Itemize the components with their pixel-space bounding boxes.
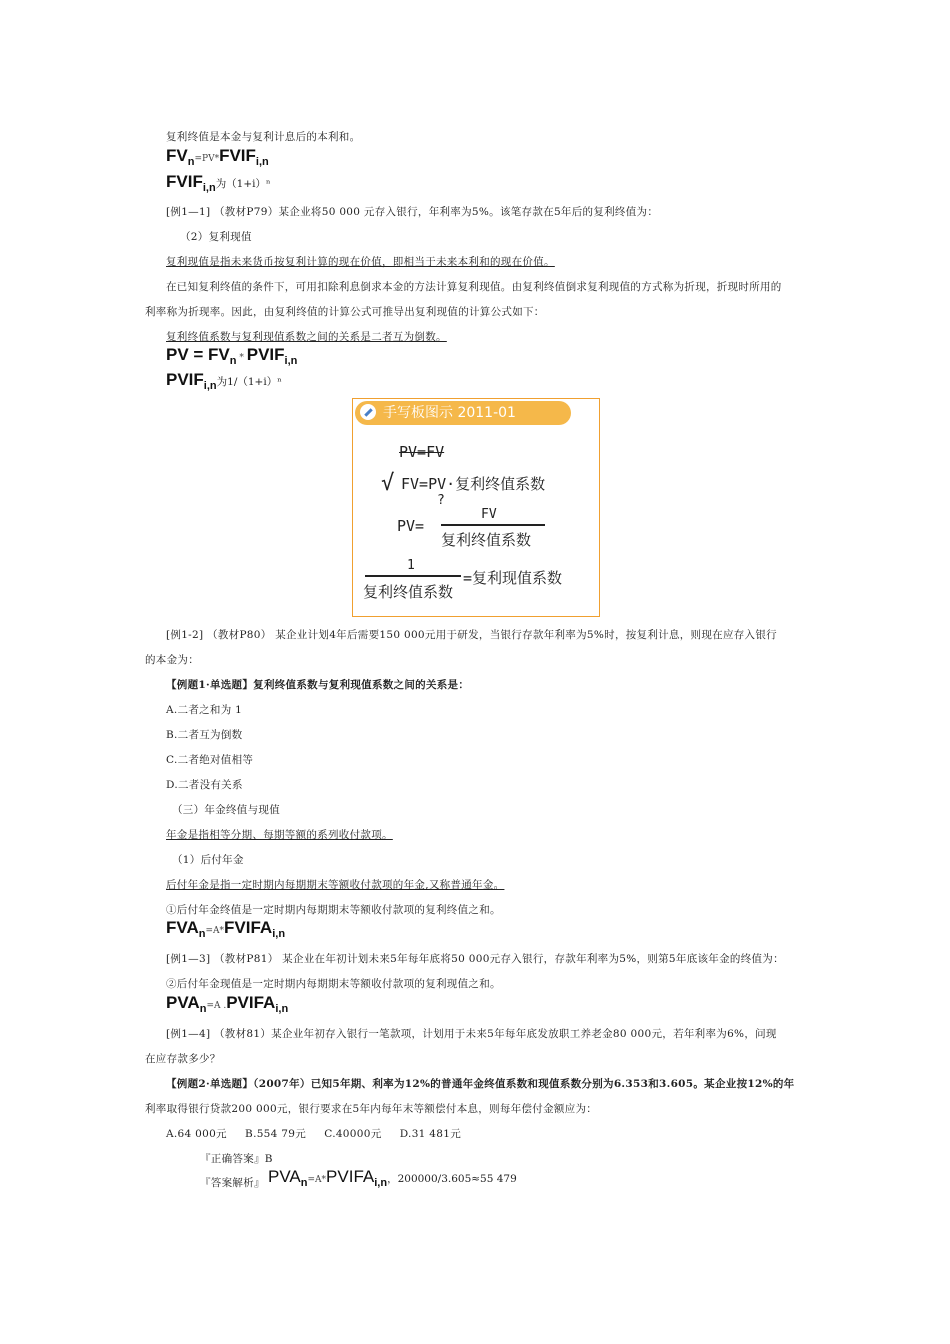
text-line: ①后付年金终值是一定时期内每期期末等额收付款项的复利终值之和。 (166, 904, 501, 916)
handwriting-board (352, 398, 600, 617)
answer-explanation-label: 『答案解析』 (200, 1177, 265, 1189)
check-mark-icon: √ (381, 471, 395, 496)
formula-pva: $PVA_n=A$ $.PVIFA_{i,n}$ (166, 993, 289, 1015)
struck-equation: PV=FV (399, 443, 445, 461)
text-line: 复利终值是本金与复利计息后的本利和。 (166, 131, 361, 143)
equation-fv: FV=PV·复利终值系数 (401, 475, 546, 493)
text-line: 年金是指相等分期、每期等额的系列收付款项。 (166, 829, 393, 841)
text-line: （2）复利现值 (180, 231, 252, 243)
text-line: [例1-2] （教材P80） 某企业计划4年后需要150 000元用于研发，当银行存款年利率为5%时，按复利计息，则现在应存入银行 (166, 629, 777, 641)
section-heading: （1）后付年金 (172, 854, 244, 866)
fraction-numerator: 1 (407, 558, 415, 573)
answer-options: A.64 000元 B.554 79元 C.40000元 D.31 481元 (166, 1128, 462, 1140)
formula-pv: PV = $FV_n$ * $PVIF_{i,n}$ (166, 345, 298, 367)
text-line: ②后付年金现值是一定时期内每期期末等额收付款项的复利现值之和。 (166, 978, 501, 990)
text-line: 【例题1·单选题】复利终值系数与复利现值系数之间的关系是： (166, 679, 470, 691)
text-line: 后付年金是指一定时期内每期期末等额收付款项的年金,又称普通年金。 (166, 879, 505, 891)
formula-fvif: $FVIF_{i,n}$为（1+i）ⁿ (166, 172, 271, 194)
handwriting-title-bar (355, 401, 571, 425)
formula-fva: $FVA_n=A*FVIFA_{i,n}$ (166, 918, 286, 940)
fraction-numerator: FV (481, 507, 497, 522)
text-line: [例1—1] （教材P79）某企业将50 000 元存入银行，年利率为5%。该笔存款在5年后的复利终值为： (166, 206, 659, 218)
fraction-bar (441, 524, 545, 526)
pv-label: PV= (397, 517, 425, 535)
handwriting-title: 手写板图示 2011-01 (383, 405, 516, 421)
pen-icon (360, 404, 376, 420)
fraction-bar (365, 575, 461, 577)
section-heading: （三）年金终值与现值 (172, 804, 280, 816)
text-line: [例1—4] （教材81）某企业年初存入银行一笔款项，计划用于未来5年每年底发放职工养老金80 000元，若年利率为6%，问现 (166, 1028, 777, 1040)
text-line: 复利现值是指未来货币按复利计算的现在价值，即相当于未来本利和的现在价值。 (166, 256, 555, 268)
text-line: 的本金为： (145, 654, 199, 666)
formula-pva-solution: $PVA_n=A*PVIFA_{i,n}$，200000/3.605≈55 479 (268, 1167, 517, 1189)
text-line: 复利终值系数与复利现值系数之间的关系是二者互为倒数。 (166, 331, 447, 343)
option-c: C.二者绝对值相等 (166, 754, 254, 766)
text-line: 【例题2·单选题】（2007年）已知5年期、利率为12%的普通年金终值系数和现值系数分别为6.353和3.605。某企业按12%的年 (166, 1078, 795, 1090)
text-line: [例1—3] （教材P81） 某企业在年初计划未来5年每年底将50 000元存入银行，存款年利率为5%，则第5年底该年金的终值为： (166, 953, 784, 965)
equation-rhs: =复利现值系数 (463, 569, 563, 587)
option-a: A.二者之和为 1 (166, 704, 243, 716)
question-mark: ? (437, 493, 445, 508)
fraction-denominator: 复利终值系数 (363, 583, 454, 601)
formula-fv: $FV_n=PV*FVIF_{i,n}$ (166, 146, 269, 168)
text-line: 在应存款多少？ (145, 1053, 221, 1065)
text-line: 在已知复利终值的条件下，可用扣除利息倒求本金的方法计算复利现值。由复利终值倒求复利现值的方式称为折现，折现时所用的 (166, 281, 782, 293)
text-line: 利率称为折现率。因此，由复利终值的计算公式可推导出复利现值的计算公式如下： (145, 306, 545, 318)
correct-answer: 『正确答案』B (200, 1153, 273, 1165)
text-line: 利率取得银行贷款200 000元，银行要求在5年内每年末等额偿付本息，则每年偿付金额应为： (145, 1103, 598, 1115)
option-d: D.二者没有关系 (166, 779, 243, 791)
option-b: B.二者互为倒数 (166, 729, 243, 741)
formula-pvif: $PVIF_{i,n}$为1/（1+i）ⁿ (166, 370, 282, 392)
fraction-denominator: 复利终值系数 (441, 531, 532, 549)
